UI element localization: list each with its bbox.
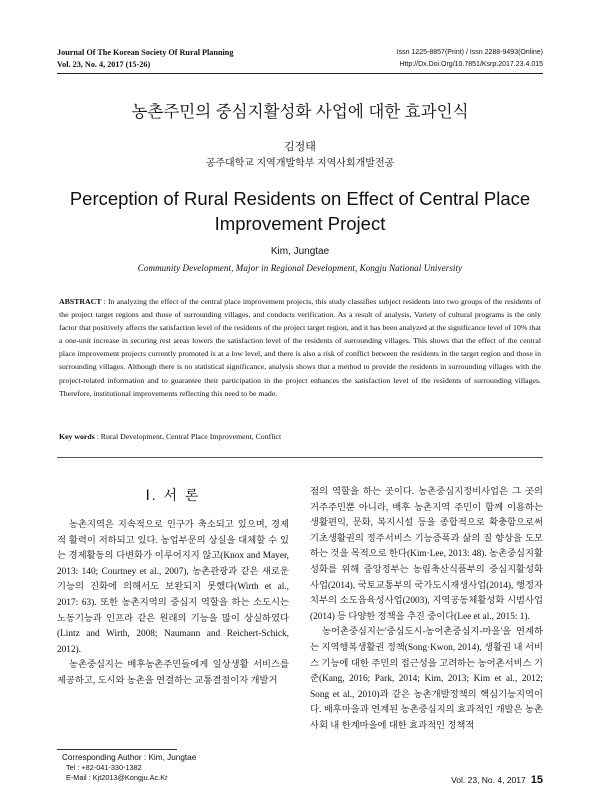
title-korean: 농촌주민의 중심지활성화 사업에 대한 효과인식 (131, 103, 469, 121)
issn-text: Issn 1225-8857(Print) / Issn 2288-9493(Online) (396, 49, 543, 56)
issn-header (397, 47, 543, 71)
doi-link[interactable]: Http://Dx.Doi.Org/10.7851/Ksrp.2017.23.4.015 (399, 61, 543, 68)
keywords (59, 432, 541, 441)
page-number: 15 (530, 774, 543, 786)
title-english: Perception of Rural Residents on Effect of Central Place Improvement Project (69, 188, 531, 234)
author-email[interactable]: E-Mail : Kjt2013@Kongju.Ac.Kr (66, 773, 168, 782)
keywords-label: Key words (59, 432, 95, 441)
footnote-rule (57, 749, 177, 750)
keywords-text: : Rural Development, Central Place Improvement, Conflict (96, 432, 282, 441)
journal-header (57, 47, 233, 71)
body-column-right (310, 485, 543, 735)
page-footer (451, 774, 543, 786)
journal-volume: Vol. 23, No. 4, 2017 (15-26) (57, 60, 151, 69)
body-paragraph: 점의 역할을 하는 곳이다. 농촌중심지정비사업은 그 곳의 거주주민뿐 아니라, 배후 농촌지역 주민이 함께 이용하는 생활편익, 문화, 복지시설 등을 종합적으로 확충함으로써 기초생활권의 정주서비스 기능증폭과 삶의 질 향상을 도모하는 것을 목적으로 한다(Kim·Lee, 2013: 48). 농촌중심지활성화를 위해 중앙정부는 농림축산식품부의 중심지활성화사업(2014), 국토교통부의 국가도시재생사업(2014), 행정자치부의 소도읍육성사업(2003), 지역공동체활성화 시범사업(2014) 등 다양한 정책을 추진 중이다(Lee et al., 2015: 1). (310, 487, 543, 622)
body-paragraph: 농촌지역은 지속적으로 인구가 축소되고 있으며, 경제적 활력이 저하되고 있다. 농업부문의 상실을 대체할 수 있는 경제활동의 다변화가 이루어지지 않고(Knox and Mayer, 2013: 140; Courtney et al., 2007), 농촌관광과 같은 새로운 기능의 진화에 의해서도 보완되지 못했다(Wirth et al., 2017: 63). 또한 농촌지역의 중심지 역할을 하는 소도시는 노동기능과 인프라 같은 원래의 기능을 많이 상실하였다(Lintz and Wirth, 2008; Naumann and Reichert-Schick, 2012). (57, 520, 289, 655)
author-english: Kim, Jungtae (270, 246, 330, 257)
body-paragraph: 농촌중심지는 배후농촌주민들에게 일상생활 서비스를 제공하고, 도시와 농촌을 연결하는 교통결절이자 개발거 (57, 660, 289, 686)
footer-issue: Vol. 23, No. 4, 2017 (451, 775, 526, 785)
body-column-left (57, 478, 289, 690)
keywords-rule (57, 457, 543, 458)
section-heading: Ⅰ. 서 론 (145, 487, 201, 503)
affiliation-english: Community Development, Major in Regional Development, Kongju National University (137, 263, 463, 273)
corresponding-author: Corresponding Author : Kim, Jungtae (62, 753, 197, 762)
author-phone: Tel : +82-041-330-1382 (66, 763, 142, 772)
header-rule (57, 73, 543, 74)
body-paragraph: 농어촌중심지는'중심도시-농어촌중심지-마을'을 연계하는 지역행복생활권 정책(Song·Kwon, 2014), 생활권 내 서비스 기능에 대한 주민의 접근성을 고려하는 농어촌서비스 기준(Kang, 2016; Park, 2014; Kim, 2013; Kim et al., 2012; Song et al., 2010)과 같은 농촌개발정책의 핵심기능지역이다. 배후마을과 연계된 농촌중심지의 효과적인 개발은 농촌사회 내 한계마을에 대한 효과적인 정책적 (310, 627, 543, 731)
footnote (62, 753, 196, 783)
abstract-label: ABSTRACT (59, 297, 102, 306)
abstract-text: : In analyzing the effect of the central place improvement projects, this study classifies subject residents into two groups of the residents of the project target regions and those of surrounding villages, and conducts verification. As a result of analysis, Variety of cultural programs is the only factor that positively affects the satisfaction level of the residents of the project target region, and it has been analyzed at the significance level of 10% that a one-unit increase in securing rest areas lowers the satisfaction level of the residents of surrounding villages. This shows that the effect of the central place improvement projects currently promoted is at a low level, and there is also a risk of conflict between the residents in the target region and those in surrounding villages. Although there is no statistical significance, analysis shows that a method to provide the residents in surrounding villages with the project-related information and to guarantee their participation in the project enhances the satisfaction level of the residents of surrounding villages. Therefore, institutional improvements reflecting this need to be made. (59, 297, 541, 398)
journal-name: Journal Of The Korean Society Of Rural Planning (57, 48, 234, 57)
abstract (59, 295, 541, 400)
author-korean: 김정태 (284, 141, 316, 153)
affiliation-korean: 공주대학교 지역개발학부 지역사회개발전공 (205, 158, 395, 169)
